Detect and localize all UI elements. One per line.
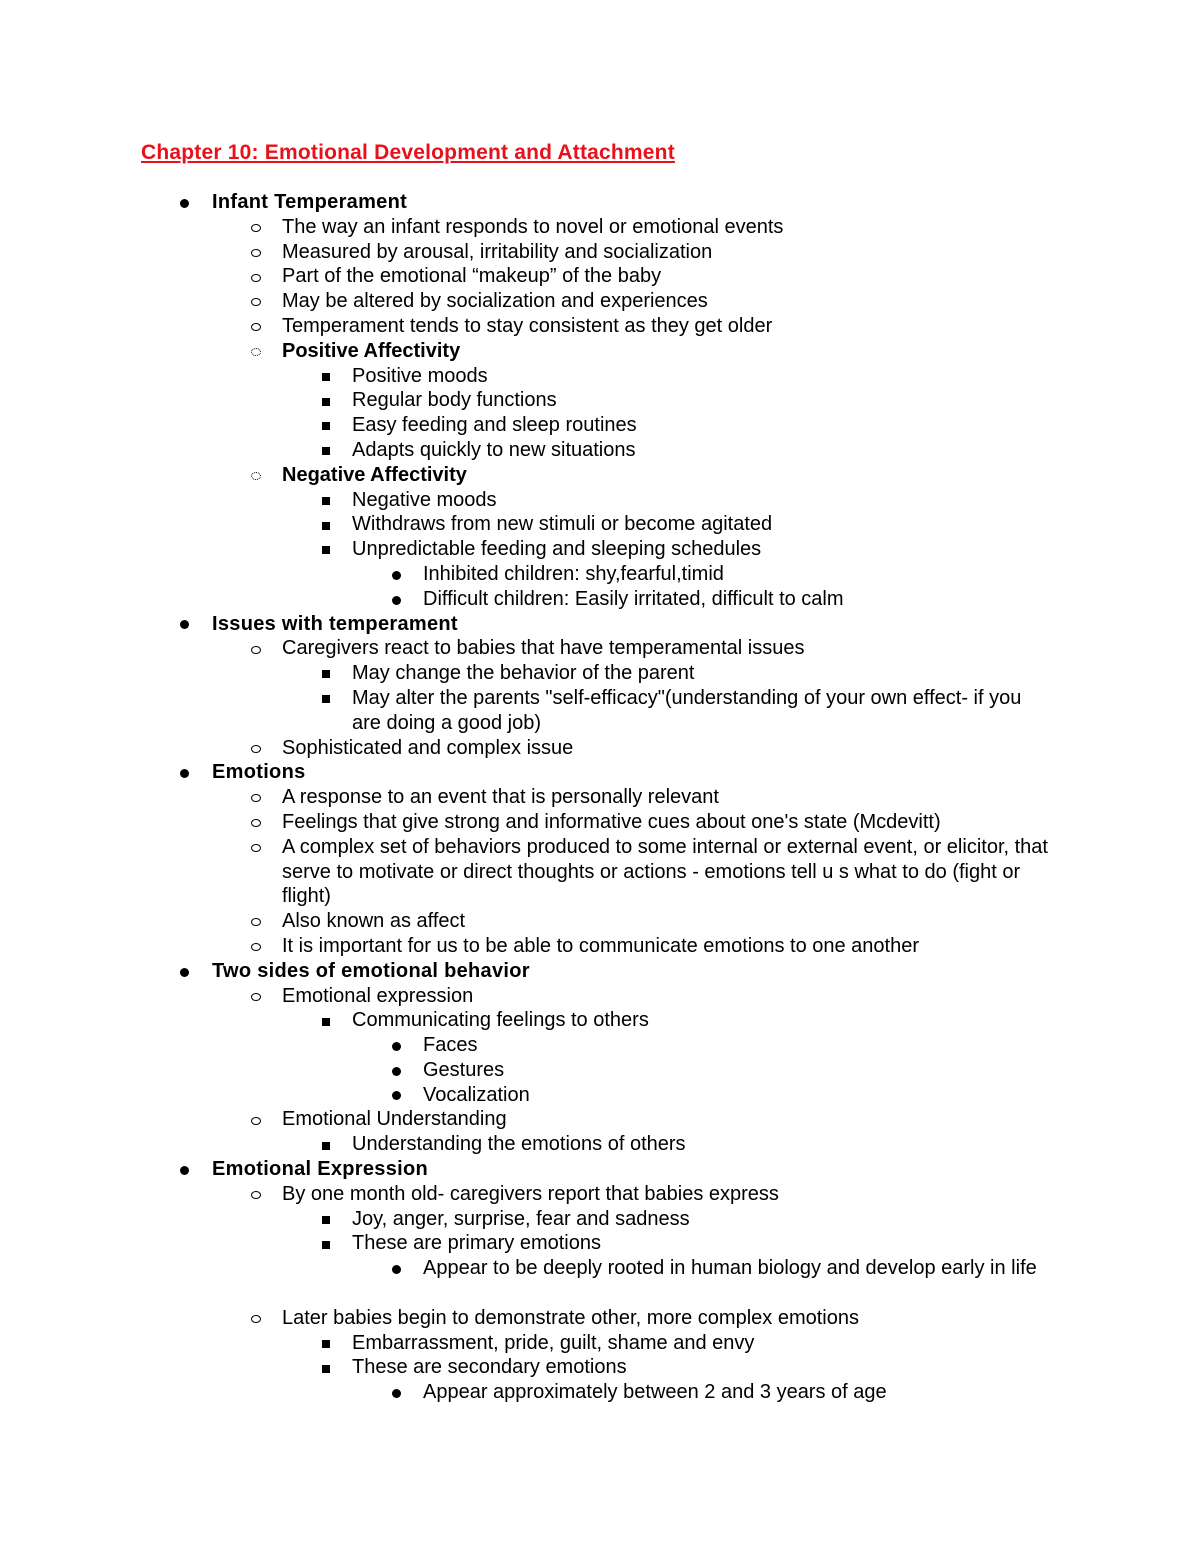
notes-outline xyxy=(0,190,1200,1405)
list-item xyxy=(0,1157,1200,1182)
list-item-text: Positive Affectivity xyxy=(282,339,461,362)
list-item-text: Vocalization xyxy=(423,1083,530,1106)
list-item xyxy=(0,587,1200,612)
list-item-text: It is important for us to be able to communicate emotions to one another xyxy=(282,934,920,957)
hollow-bullet-icon xyxy=(246,785,266,810)
list-item-text: A response to an event that is personally relevant xyxy=(282,786,719,809)
filled-bullet-icon xyxy=(386,1083,406,1108)
list-item-text: Understanding the emotions of others xyxy=(352,1133,686,1156)
list-item xyxy=(0,1331,1200,1356)
list-item-text: By one month old- caregivers report that babies express xyxy=(282,1182,779,1205)
filled-bullet-icon xyxy=(386,1256,406,1281)
filled-bullet-icon xyxy=(174,760,194,785)
hollow-bullet-icon xyxy=(246,1306,266,1331)
page-title: Chapter 10: Emotional Development and Attachment xyxy=(141,141,675,164)
list-item-text: Withdraws from new stimuli or become agitated xyxy=(352,513,773,536)
hollow-bullet-icon xyxy=(246,636,266,661)
list-item xyxy=(0,1033,1200,1058)
list-item xyxy=(0,562,1200,587)
list-item-text: The way an infant responds to novel or emotional events xyxy=(282,215,784,238)
list-item xyxy=(0,1306,1200,1331)
list-item-text: These are secondary emotions xyxy=(352,1356,627,1379)
list-item-text: Part of the emotional “makeup” of the baby xyxy=(282,265,662,288)
list-item xyxy=(0,537,1200,562)
list-item xyxy=(0,488,1200,513)
square-bullet-icon xyxy=(316,661,336,686)
list-item xyxy=(0,810,1200,835)
hollow-bullet-icon xyxy=(246,835,266,860)
list-item-text: Joy, anger, surprise, fear and sadness xyxy=(352,1207,690,1230)
list-item-text: Faces xyxy=(423,1034,478,1057)
hollow-bullet-icon xyxy=(246,314,266,339)
square-bullet-icon xyxy=(316,413,336,438)
list-item xyxy=(0,1058,1200,1083)
hollow-bullet-icon xyxy=(246,1107,266,1132)
list-item-text: May alter the parents "self-efficacy"(understanding of your own effect- if you are doing a good job) xyxy=(352,686,1022,734)
list-item xyxy=(0,1107,1200,1132)
hollow-bullet-icon xyxy=(246,215,266,240)
list-item-text: Emotions xyxy=(212,761,306,784)
list-item-text: May be altered by socialization and experiences xyxy=(282,290,708,313)
list-item xyxy=(0,289,1200,314)
list-item xyxy=(0,190,1200,215)
hollow-bullet-icon xyxy=(246,1182,266,1207)
list-item-text: Issues with temperament xyxy=(212,612,458,635)
list-item xyxy=(0,636,1200,661)
list-item xyxy=(0,339,1200,364)
square-bullet-icon xyxy=(316,1132,336,1157)
filled-bullet-icon xyxy=(386,1033,406,1058)
square-bullet-icon xyxy=(316,1008,336,1033)
hollow-bullet-icon xyxy=(246,984,266,1009)
list-item-text: Caregivers react to babies that have temperamental issues xyxy=(282,637,805,660)
list-item-text: Measured by arousal, irritability and socialization xyxy=(282,240,713,263)
list-item xyxy=(0,686,1200,736)
square-bullet-icon xyxy=(316,1207,336,1232)
filled-bullet-icon xyxy=(174,959,194,984)
list-item xyxy=(0,661,1200,686)
hollow-bullet-icon xyxy=(246,736,266,761)
hollow-bullet-icon xyxy=(246,934,266,959)
list-item-text: Later babies begin to demonstrate other, more complex emotions xyxy=(282,1306,859,1329)
list-item xyxy=(0,612,1200,637)
list-item xyxy=(0,1132,1200,1157)
list-item-text: Regular body functions xyxy=(352,389,557,412)
list-item-text: Negative moods xyxy=(352,488,497,511)
list-item-text: Inhibited children: shy,fearful,timid xyxy=(423,562,724,585)
list-item xyxy=(0,736,1200,761)
list-item-text: Appear to be deeply rooted in human biology and develop early in life xyxy=(423,1257,1037,1280)
list-item xyxy=(0,959,1200,984)
list-item xyxy=(0,909,1200,934)
list-item xyxy=(0,984,1200,1009)
hollow-bullet-icon xyxy=(246,240,266,265)
list-item-text: Embarrassment, pride, guilt, shame and envy xyxy=(352,1331,755,1354)
dotted-bullet-icon xyxy=(246,339,266,364)
list-item-text: A complex set of behaviors produced to some internal or external event, or elicitor, that serve to motivate or direct thoughts or actions - emotions tell u s what to do (fight or flight) xyxy=(282,835,1048,908)
list-item xyxy=(0,1355,1200,1380)
list-item xyxy=(0,760,1200,785)
list-item-text: These are primary emotions xyxy=(352,1232,601,1255)
list-item-text: Easy feeding and sleep routines xyxy=(352,414,637,437)
square-bullet-icon xyxy=(316,512,336,537)
list-item-text: Infant Temperament xyxy=(212,191,408,213)
list-item xyxy=(0,934,1200,959)
hollow-bullet-icon xyxy=(246,264,266,289)
list-item xyxy=(0,1008,1200,1033)
list-item xyxy=(0,785,1200,810)
list-item xyxy=(0,364,1200,389)
square-bullet-icon xyxy=(316,686,336,711)
list-item-text: Gestures xyxy=(423,1058,505,1081)
list-item xyxy=(0,1182,1200,1207)
list-item-text: Temperament tends to stay consistent as they get older xyxy=(282,314,773,337)
filled-bullet-icon xyxy=(174,190,194,215)
filled-bullet-icon xyxy=(174,612,194,637)
list-item-text: Emotional Expression xyxy=(212,1158,429,1181)
filled-bullet-icon xyxy=(174,1157,194,1182)
square-bullet-icon xyxy=(316,388,336,413)
list-item xyxy=(0,413,1200,438)
list-item-text: Emotional expression xyxy=(282,984,474,1007)
list-item-text: Also known as affect xyxy=(282,910,466,933)
list-item-text: Unpredictable feeding and sleeping schedules xyxy=(352,538,762,561)
list-item xyxy=(0,388,1200,413)
list-item xyxy=(0,438,1200,463)
list-item-text: Adapts quickly to new situations xyxy=(352,438,636,461)
list-item xyxy=(0,314,1200,339)
list-item-text: Appear approximately between 2 and 3 years of age xyxy=(423,1381,887,1404)
dotted-bullet-icon xyxy=(246,463,266,488)
square-bullet-icon xyxy=(316,488,336,513)
list-item-text: Two sides of emotional behavior xyxy=(212,959,530,982)
list-item xyxy=(0,1083,1200,1108)
list-item xyxy=(0,1231,1200,1256)
square-bullet-icon xyxy=(316,537,336,562)
list-item-text: Positive moods xyxy=(352,364,488,387)
list-item xyxy=(0,512,1200,537)
list-item-text: Feelings that give strong and informative cues about one's state (Mcdevitt) xyxy=(282,810,941,833)
list-item-text: Negative Affectivity xyxy=(282,463,467,486)
hollow-bullet-icon xyxy=(246,909,266,934)
hollow-bullet-icon xyxy=(246,810,266,835)
list-item xyxy=(0,264,1200,289)
list-item-text: May change the behavior of the parent xyxy=(352,662,695,685)
square-bullet-icon xyxy=(316,364,336,389)
list-item xyxy=(0,1207,1200,1232)
list-item-text: Emotional Understanding xyxy=(282,1108,507,1131)
list-item xyxy=(0,240,1200,265)
filled-bullet-icon xyxy=(386,587,406,612)
square-bullet-icon xyxy=(316,1231,336,1256)
list-item-text: Communicating feelings to others xyxy=(352,1009,649,1032)
filled-bullet-icon xyxy=(386,1380,406,1405)
filled-bullet-icon xyxy=(386,1058,406,1083)
list-item xyxy=(0,1256,1200,1306)
hollow-bullet-icon xyxy=(246,289,266,314)
square-bullet-icon xyxy=(316,1331,336,1356)
square-bullet-icon xyxy=(316,438,336,463)
square-bullet-icon xyxy=(316,1355,336,1380)
list-item-text: Difficult children: Easily irritated, difficult to calm xyxy=(423,587,844,610)
filled-bullet-icon xyxy=(386,562,406,587)
list-item xyxy=(0,835,1200,909)
list-item xyxy=(0,1380,1200,1405)
list-item xyxy=(0,463,1200,488)
list-item-text: Sophisticated and complex issue xyxy=(282,736,574,759)
list-item xyxy=(0,215,1200,240)
